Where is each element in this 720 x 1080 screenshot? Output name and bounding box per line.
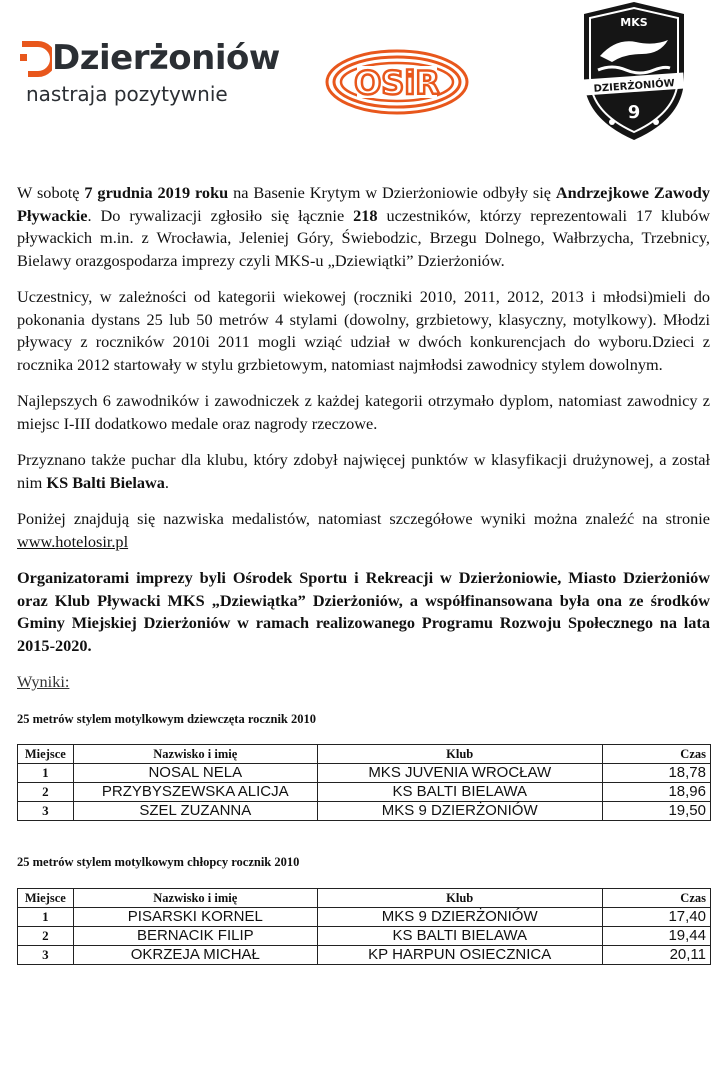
organizers-paragraph: Organizatorami imprezy byli Ośrodek Sportu i Rekreacji w Dzierżoniowie, Miasto Dzierżoniów oraz Klub Pływacki MKS „Dziewiątka” Dzierżoniów, a współfinansowana była ona ze środków Gminy Miejskiej Dzierżoniów w ramach realizowanego Programu Rozwoju Społecznego na lata 2015-2020.: [17, 568, 710, 655]
table-row: [18, 764, 711, 783]
club-cell: MKS JUVENIA WROCŁAW: [317, 764, 602, 783]
name-cell: NOSAL NELA: [73, 764, 317, 783]
results-website-link[interactable]: www.hotelosir.pl: [17, 531, 129, 551]
city-logo-slogan: nastraja pozytywnie: [26, 82, 228, 106]
results-table: [17, 888, 711, 965]
time-cell: 18,96: [602, 783, 710, 802]
table-row: [18, 945, 711, 964]
club-logo-top: MKS: [620, 16, 648, 29]
club-logo-number: 9: [627, 102, 641, 123]
place-cell: 1: [18, 907, 74, 926]
results-section-title: 25 metrów stylem motylkowym chłopcy rocznik 2010: [17, 855, 300, 869]
table-row: [18, 926, 711, 945]
place-cell: 1: [18, 764, 74, 783]
time-cell: 17,40: [602, 907, 710, 926]
table-row: [18, 907, 711, 926]
place-cell: 2: [18, 783, 74, 802]
table-header-row: [18, 745, 711, 764]
name-cell: SZEL ZUZANNA: [73, 802, 317, 821]
column-header-time: Czas: [602, 888, 710, 907]
article-body: [17, 182, 710, 965]
intro-paragraph-5: Poniżej znajdują się nazwiska medalistów, natomiast szczegółowe wyniki można znaleźć na stronie www.hotelosir.pl: [17, 509, 710, 551]
time-cell: 18,78: [602, 764, 710, 783]
column-header-name: Nazwisko i imię: [73, 888, 317, 907]
results-label: Wyniki:: [17, 672, 70, 691]
table-row: [18, 783, 711, 802]
name-cell: PRZYBYSZEWSKA ALICJA: [73, 783, 317, 802]
table-row: [18, 802, 711, 821]
results-section-title: 25 metrów stylem motylkowym dziewczęta rocznik 2010: [17, 711, 316, 726]
name-cell: PISARSKI KORNEL: [73, 907, 317, 926]
place-cell: 3: [18, 802, 74, 821]
intro-paragraph-1: W sobotę 7 grudnia 2019 roku na Basenie Krytym w Dzierżoniowie odbyły się Andrzejkowe Zawody Pływackie. Do rywalizacji zgłosiło się łącznie 218 uczestników, którzy reprezentowali 17 klubów pływackich m.in. z Wrocławia, Jeleniej Góry, Świebodzic, Brzegu Dolnego, Wałbrzycha, Trzebnicy, Bielawy orazgospodarza imprezy czyli MKS-u „Dziewiątki” Dzierżoniów.: [17, 183, 711, 270]
event-date: 7 grudnia 2019 roku: [84, 183, 229, 202]
winning-club: KS Balti Bielawa: [46, 472, 165, 492]
osir-logo: [324, 48, 470, 116]
club-cell: MKS 9 DZIERŻONIÓW: [317, 802, 602, 821]
column-header-name: Nazwisko i imię: [73, 745, 317, 764]
dzierzoniow-city-logo: [18, 38, 293, 108]
column-header-time: Czas: [602, 745, 710, 764]
time-cell: 19,44: [602, 926, 710, 945]
table-header-row: [18, 888, 711, 907]
city-logo-word: Dzierżoniów: [52, 38, 280, 78]
event-name: Andrzejkowe Zawody Pływackie: [17, 183, 711, 225]
name-cell: OKRZEJA MICHAŁ: [73, 945, 317, 964]
column-header-club: Klub: [317, 745, 602, 764]
place-cell: 2: [18, 926, 74, 945]
column-header-club: Klub: [317, 888, 602, 907]
city-logo-mark-icon: [18, 40, 52, 78]
column-header-place: Miejsce: [18, 888, 74, 907]
participant-count: 218: [353, 205, 378, 225]
name-cell: BERNACIK FILIP: [73, 926, 317, 945]
time-cell: 19,50: [602, 802, 710, 821]
club-cell: KS BALTI BIELAWA: [317, 783, 602, 802]
place-cell: 3: [18, 945, 74, 964]
osir-logo-text: OSiR: [354, 64, 440, 102]
club-cell: KS BALTI BIELAWA: [317, 926, 602, 945]
intro-paragraph-4: Przyznano także puchar dla klubu, który zdobył najwięcej punktów w klasyfikacji drużynowej, a został nim KS Balti Bielawa.: [17, 450, 710, 492]
club-logo-bottom: DZIERŻONIÓW: [593, 78, 676, 95]
intro-paragraph-3: Najlepszych 6 zawodników i zawodniczek z każdej kategorii otrzymało dyplom, natomiast zawodnicy z miejsc I-III dodatkowo medale oraz nagrody rzeczowe.: [17, 391, 710, 433]
results-table: [17, 744, 711, 821]
time-cell: 20,11: [602, 945, 710, 964]
club-cell: MKS 9 DZIERŻONIÓW: [317, 907, 602, 926]
club-cell: KP HARPUN OSIECZNICA: [317, 945, 602, 964]
mks-club-logo: [572, 0, 696, 142]
intro-paragraph-2: Uczestnicy, w zależności od kategorii wiekowej (roczniki 2010, 2011, 2012, 2013 i młodsi)mieli do pokonania dystans 25 lub 50 metrów 4 stylami (dowolny, grzbietowy, klasyczny, motylkowy). Młodzi pływacy z roczników 2010i 2011 mogli wziąć udział w dwóch konkurencjach do wyboru.Dzieci z rocznika 2012 startowały w stylu grzbietowym, natomiast najmłodsi zawodnicy stylem dowolnym.: [17, 287, 710, 374]
column-header-place: Miejsce: [18, 745, 74, 764]
